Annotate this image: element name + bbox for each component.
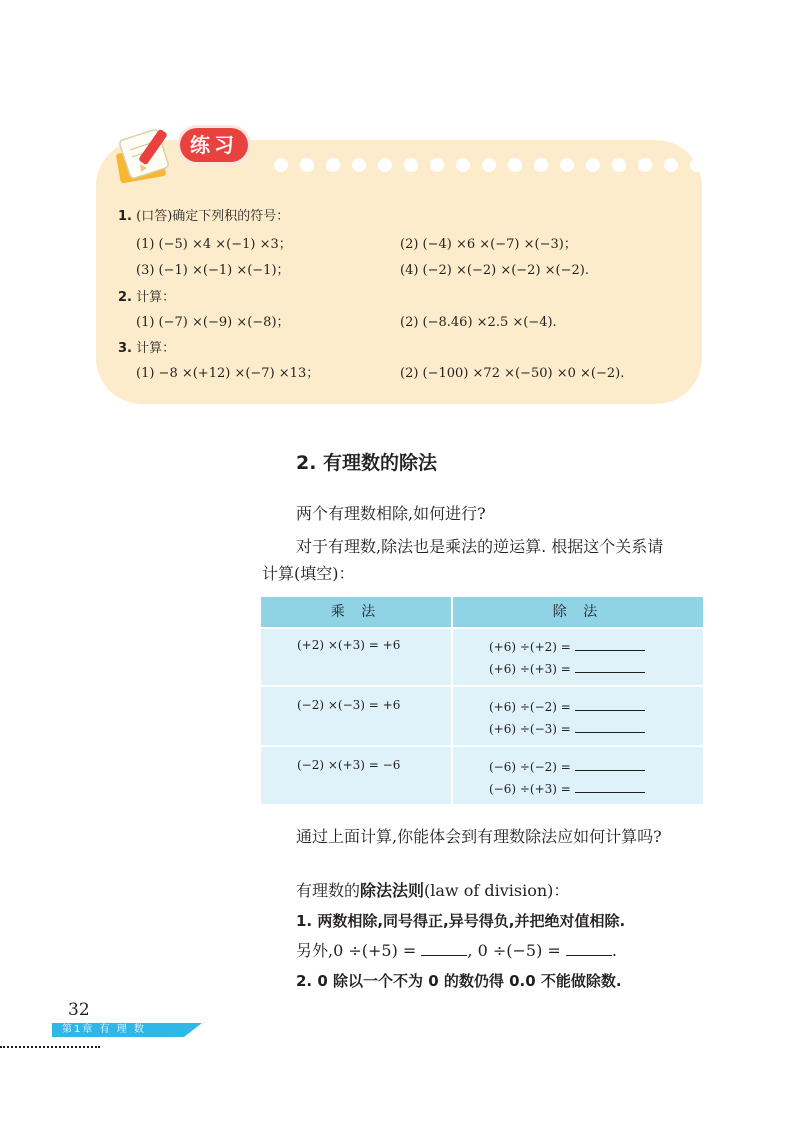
table-row-3-division-2: (−6) ÷(+3) = xyxy=(489,779,645,797)
table-row-1-division-1: (+6) ÷(+2) = xyxy=(489,637,645,655)
question-1-item-2: (2) (−4) ×6 ×(−7) ×(−3)； xyxy=(400,237,577,252)
binder-hole xyxy=(612,158,626,172)
practice-question-3 xyxy=(118,340,175,358)
practice-badge: 练习 xyxy=(180,128,248,162)
question-2-item-2: (2) (−8.46) ×2.5 ×(−4). xyxy=(400,315,557,330)
after-table-question: 通过上面计算,你能体会到有理数除法应如何计算吗? xyxy=(296,827,662,846)
question-number: 3. xyxy=(118,341,132,356)
table-row-1-division-2: (+6) ÷(+3) = xyxy=(489,659,645,677)
table-row-3-multiplication: (−2) ×(+3) = −6 xyxy=(297,758,401,772)
answer-blank xyxy=(421,941,467,956)
question-text: (口答)确定下列积的符号： xyxy=(136,209,290,224)
answer-blank xyxy=(575,637,645,651)
binder-hole xyxy=(352,158,366,172)
question-text: 计算： xyxy=(136,290,176,305)
division-rule-1: 1. 两数相除,同号得正,异号得负,并把绝对值相除. xyxy=(296,912,626,930)
division-rule-intro: 有理数的除法法则(law of division)： xyxy=(296,881,570,900)
binder-hole xyxy=(456,158,470,172)
answer-blank xyxy=(575,719,645,733)
calculation-table xyxy=(261,597,703,804)
question-1-item-3: (3) (−1) ×(−1) ×(−1)； xyxy=(136,263,290,278)
answer-blank xyxy=(575,757,645,771)
answer-blank xyxy=(575,779,645,793)
question-2-item-1: (1) (−7) ×(−9) ×(−8)； xyxy=(136,315,290,330)
answer-blank xyxy=(575,697,645,711)
page-number: 32 xyxy=(68,1000,90,1020)
question-number: 2. xyxy=(118,290,132,305)
binder-hole xyxy=(274,158,288,172)
answer-blank xyxy=(566,941,612,956)
question-1-item-1: (1) (−5) ×4 ×(−1) ×3； xyxy=(136,237,292,252)
binder-hole xyxy=(404,158,418,172)
table-row-2-multiplication: (−2) ×(−3) = +6 xyxy=(297,698,401,712)
binder-hole xyxy=(716,158,730,172)
table-row-1-multiplication: (+2) ×(+3) = +6 xyxy=(297,638,401,652)
division-rule-also: 另外,0 ÷(+5) = , 0 ÷(−5) = . xyxy=(296,941,618,960)
division-rule-2: 2. 0 除以一个不为 0 的数仍得 0.0 不能做除数. xyxy=(296,972,622,990)
practice-question-1 xyxy=(118,208,289,226)
pencil-paper-icon xyxy=(110,120,186,192)
binder-hole xyxy=(508,158,522,172)
table-row-2-division-2: (+6) ÷(−3) = xyxy=(489,719,645,737)
binder-hole xyxy=(638,158,652,172)
binder-hole xyxy=(586,158,600,172)
dotted-rule xyxy=(0,1046,100,1048)
table-row-2-division-1: (+6) ÷(−2) = xyxy=(489,697,645,715)
binder-hole xyxy=(664,158,678,172)
answer-blank xyxy=(575,659,645,673)
question-3-item-1: (1) −8 ×(+12) ×(−7) ×13； xyxy=(136,366,320,381)
practice-question-2 xyxy=(118,289,175,307)
binder-hole xyxy=(560,158,574,172)
chapter-label: 第1章 有 理 数 xyxy=(62,1024,146,1035)
paragraph-line-2: 计算(填空)： xyxy=(262,564,355,583)
paragraph-question: 两个有理数相除,如何进行? xyxy=(296,504,486,523)
header-division: 除 法 xyxy=(453,597,703,627)
question-1-item-4: (4) (−2) ×(−2) ×(−2) ×(−2). xyxy=(400,263,589,278)
binder-hole xyxy=(300,158,314,172)
binder-hole xyxy=(430,158,444,172)
question-text: 计算： xyxy=(136,341,176,356)
binder-hole xyxy=(690,158,704,172)
binder-hole xyxy=(378,158,392,172)
table-row-3-division-1: (−6) ÷(−2) = xyxy=(489,757,645,775)
binder-hole xyxy=(534,158,548,172)
header-multiplication: 乘 法 xyxy=(261,597,451,627)
question-3-item-2: (2) (−100) ×72 ×(−50) ×0 ×(−2). xyxy=(400,366,625,381)
section-title: 2. 有理数的除法 xyxy=(296,452,438,474)
binder-hole xyxy=(482,158,496,172)
question-number: 1. xyxy=(118,209,132,224)
paragraph-line-1: 对于有理数,除法也是乘法的逆运算. 根据这个关系请 xyxy=(296,537,664,556)
binder-hole xyxy=(326,158,340,172)
